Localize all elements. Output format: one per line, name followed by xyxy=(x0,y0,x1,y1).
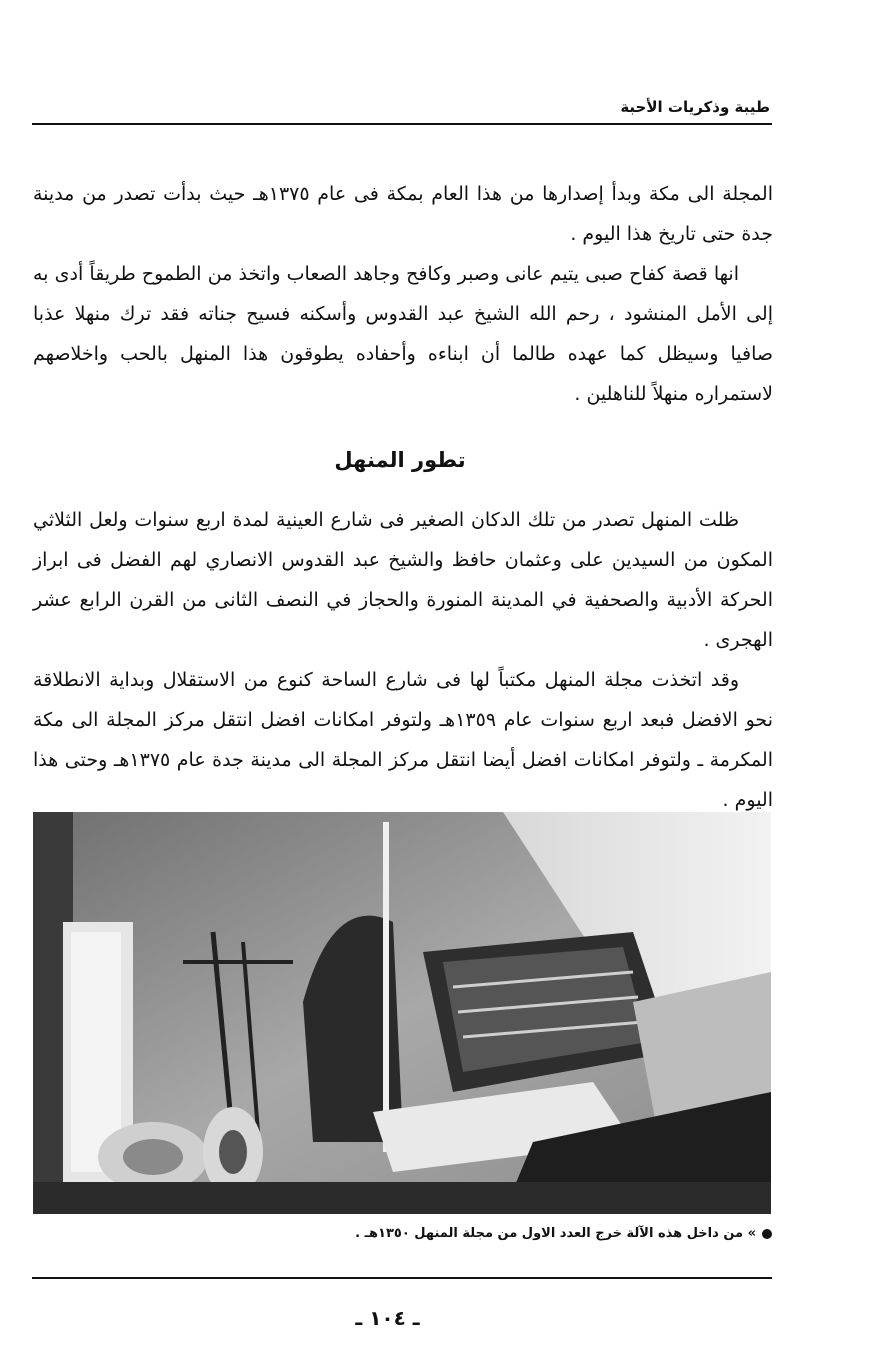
bullet-icon xyxy=(762,1229,772,1239)
section-heading: تطور المنهل xyxy=(334,448,466,472)
paragraph: المجلة الى مكة وبدأ إصدارها من هذا العام بمكة فى عام ١٣٧٥هـ حيث بدأت تصدر من مدينة جدة حتى تاريخ هذا اليوم . xyxy=(33,183,774,245)
printing-press-illustration xyxy=(33,812,771,1214)
printing-press-photo xyxy=(33,812,771,1214)
footer-divider xyxy=(32,1277,772,1279)
caption-text: » من داخل هذه الآلة خرج العدد الاول من مجلة المنهل ١٣٥٠هـ . xyxy=(355,1226,756,1241)
photo-caption xyxy=(355,1226,772,1241)
paragraph: وقد اتخذت مجلة المنهل مكتباً لها فى شارع الساحة كنوع من الاستقلال وبداية الانطلاقة نحو الافضل فبعد اربع سنوات عام ١٣٥٩هـ ولتوفر امكانات افضل انتقل مركز المجلة الى مكة المكرمة ـ ولتوفر امكانات افضل أيضا انتقل مركز المجلة الى مدينة جدة عام ١٣٧٥هـ وحتى هذا اليوم . xyxy=(33,669,773,811)
running-header: طيبة وذكريات الأحبة xyxy=(620,98,770,116)
header-divider xyxy=(32,123,772,125)
page-number: ـ ١٠٤ ـ xyxy=(355,1306,420,1330)
intro-text-block xyxy=(33,174,773,414)
paragraph: انها قصة كفاح صبى يتيم عانى وصبر وكافح وجاهد الصعاب واتخذ من الطموح طريقاً أدى به إلى الأمل المنشود ، رحم الله الشيخ عبد القدوس وأسكنه فسيح جناته فقد ترك منهلا عذبا صافيا وسيظل كما عهده طالما أن ابناءه وأحفاده يطوقون هذا المنهل بالحب واخلاصهم لاستمراره منهلاً للناهلين . xyxy=(33,263,773,405)
section-text-block xyxy=(33,500,773,820)
paragraph: ظلت المنهل تصدر من تلك الدكان الصغير فى شارع العينية لمدة اربع سنوات ولعل الثلاثي المكون من السيدين على وعثمان حافظ والشيخ عبد القدوس الانصاري لهم الفضل فى ابراز الحركة الأدبية والصحفية في المدينة المنورة والحجاز في النصف الثانى من القرن الرابع عشر الهجرى . xyxy=(33,509,773,651)
